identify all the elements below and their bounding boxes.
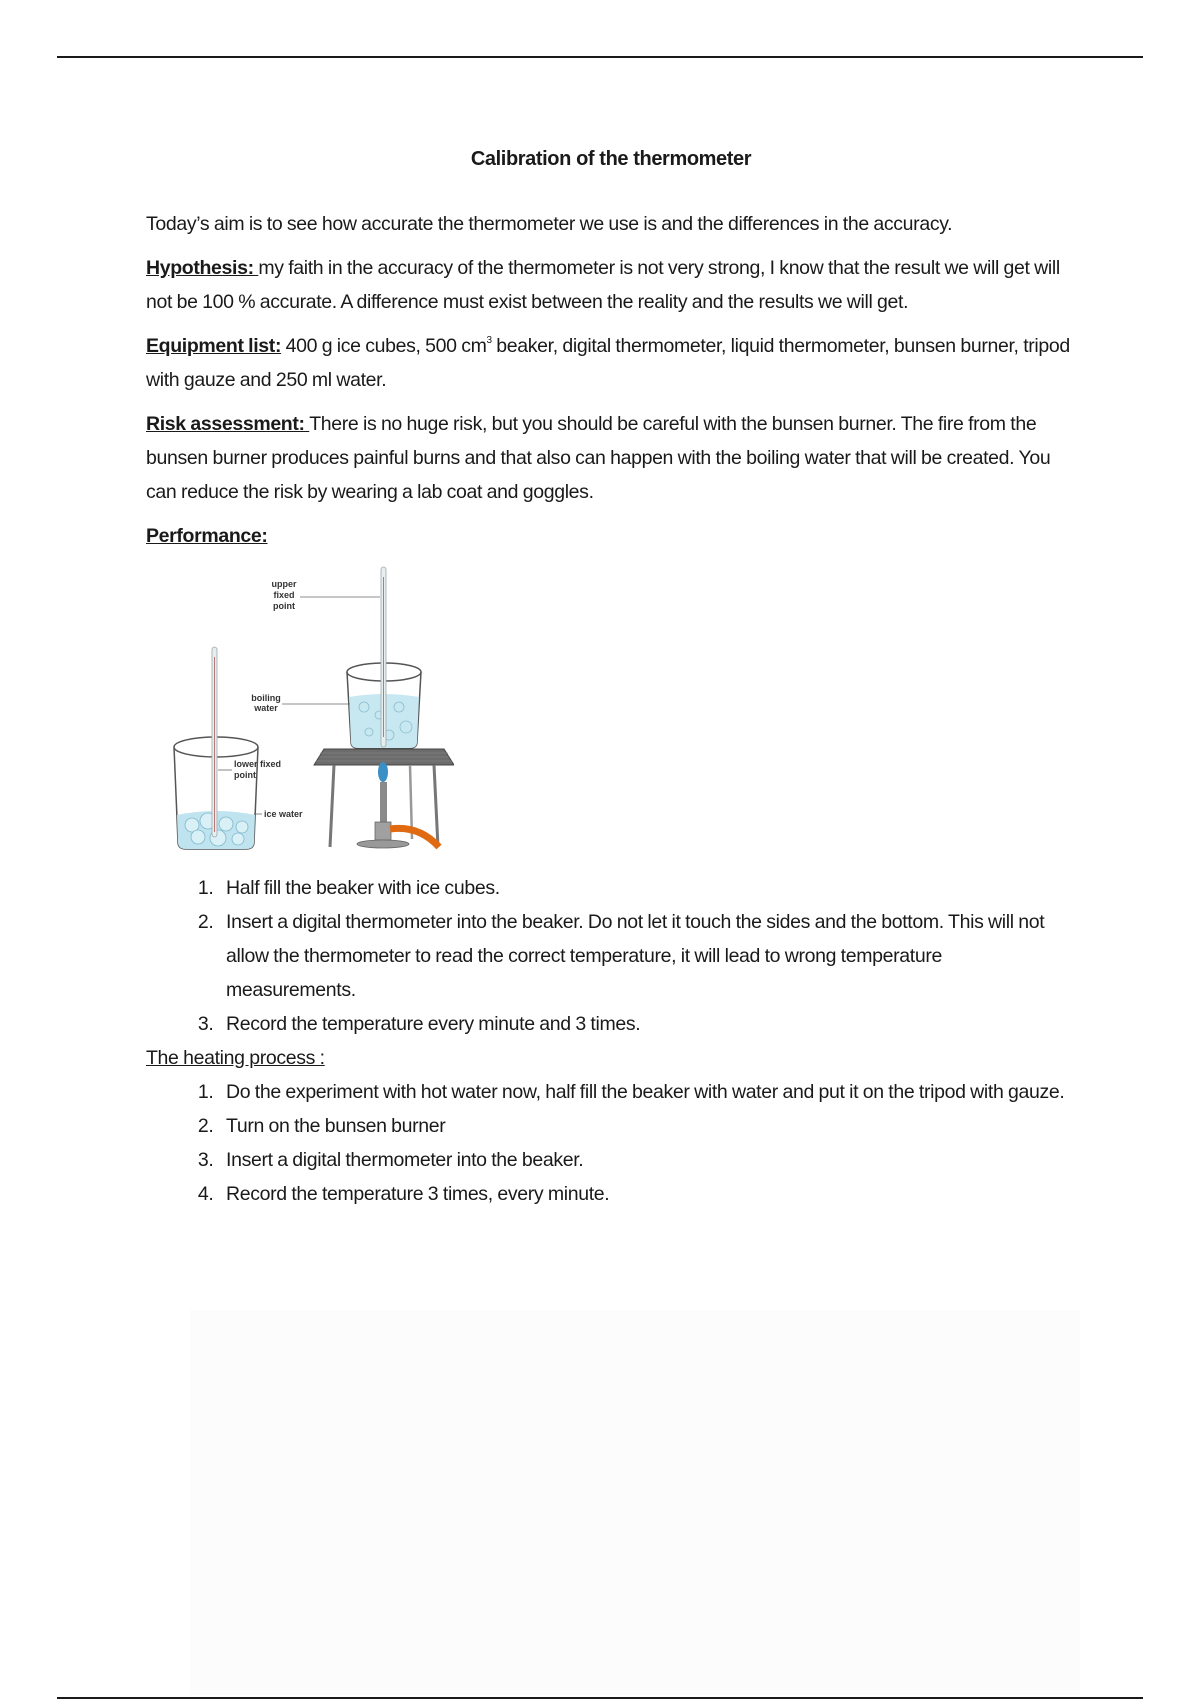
thermometer-calibration-diagram bbox=[154, 557, 454, 867]
heating-step: 2. Turn on the bunsen burner bbox=[218, 1109, 1076, 1143]
heating-heading bbox=[146, 1041, 1076, 1075]
performance-step: 2. Insert a digital thermometer into the beaker. Do not let it touch the sides and the bottom. This will not allow the thermometer to read the correct temperature, it will lead to wrong temperature measurements. bbox=[218, 905, 1076, 1007]
risk-label: Risk assessment: bbox=[146, 413, 310, 435]
performance-heading bbox=[146, 519, 1076, 553]
heating-label: The heating process : bbox=[146, 1047, 325, 1069]
boiling-thermometer bbox=[381, 567, 386, 747]
hypothesis-text: my faith in the accuracy of the thermometer is not very strong, I know that the result we will get will not be 100 % accurate. A difference must exist between the reality and the results we will get. bbox=[146, 257, 1060, 313]
performance-label: Performance: bbox=[146, 525, 268, 547]
label-ice-water: ice water bbox=[264, 809, 303, 819]
label-upper-2: fixed bbox=[273, 590, 295, 600]
footer-rule bbox=[57, 1697, 1143, 1699]
document-page bbox=[146, 145, 1076, 1211]
hypothesis-label: Hypothesis: bbox=[146, 257, 259, 279]
document-title: Calibration of the thermometer bbox=[470, 148, 752, 170]
hypothesis-paragraph bbox=[146, 251, 1076, 319]
intro-paragraph: Today’s aim is to see how accurate the thermometer we use is and the differences in the accuracy. bbox=[146, 213, 953, 235]
header-rule bbox=[57, 56, 1143, 58]
ice-thermometer bbox=[212, 647, 217, 837]
bunsen-burner bbox=[357, 762, 439, 848]
performance-step: 1. Half fill the beaker with ice cubes. bbox=[218, 871, 1076, 905]
label-boiling-2: water bbox=[254, 703, 278, 713]
heating-steps bbox=[146, 1075, 1076, 1211]
equipment-label: Equipment list: bbox=[146, 335, 282, 357]
performance-step: 3. Record the temperature every minute and 3 times. bbox=[218, 1007, 1076, 1041]
label-lower-1: lower fixed bbox=[234, 759, 282, 769]
equipment-text-2: beaker, digital thermometer, liquid thermometer, bunsen burner, tripod with gauze and 250 ml water. bbox=[146, 335, 1070, 391]
equipment-paragraph bbox=[146, 329, 1076, 397]
equipment-text-1: 400 g ice cubes, 500 cm bbox=[281, 335, 487, 357]
background-panel bbox=[190, 1310, 1080, 1695]
label-boiling-1: boiling bbox=[251, 693, 281, 703]
performance-steps bbox=[146, 871, 1076, 1041]
heating-step: 1. Do the experiment with hot water now, half fill the beaker with water and put it on the tripod with gauze. bbox=[218, 1075, 1076, 1109]
cubic-superscript: 3 bbox=[486, 335, 492, 346]
risk-text: There is no huge risk, but you should be careful with the bunsen burner. The fire from the bunsen burner produces painful burns and that also can happen with the boiling water that will be created. You can reduce the risk by wearing a lab coat and goggles. bbox=[146, 413, 1051, 503]
heating-step: 3. Insert a digital thermometer into the beaker. bbox=[218, 1143, 1076, 1177]
label-lower-2: point bbox=[234, 770, 256, 780]
heating-step: 4. Record the temperature 3 times, every minute. bbox=[218, 1177, 1076, 1211]
label-upper-1: upper bbox=[271, 579, 297, 589]
label-upper-3: point bbox=[273, 601, 295, 611]
risk-paragraph bbox=[146, 407, 1076, 509]
